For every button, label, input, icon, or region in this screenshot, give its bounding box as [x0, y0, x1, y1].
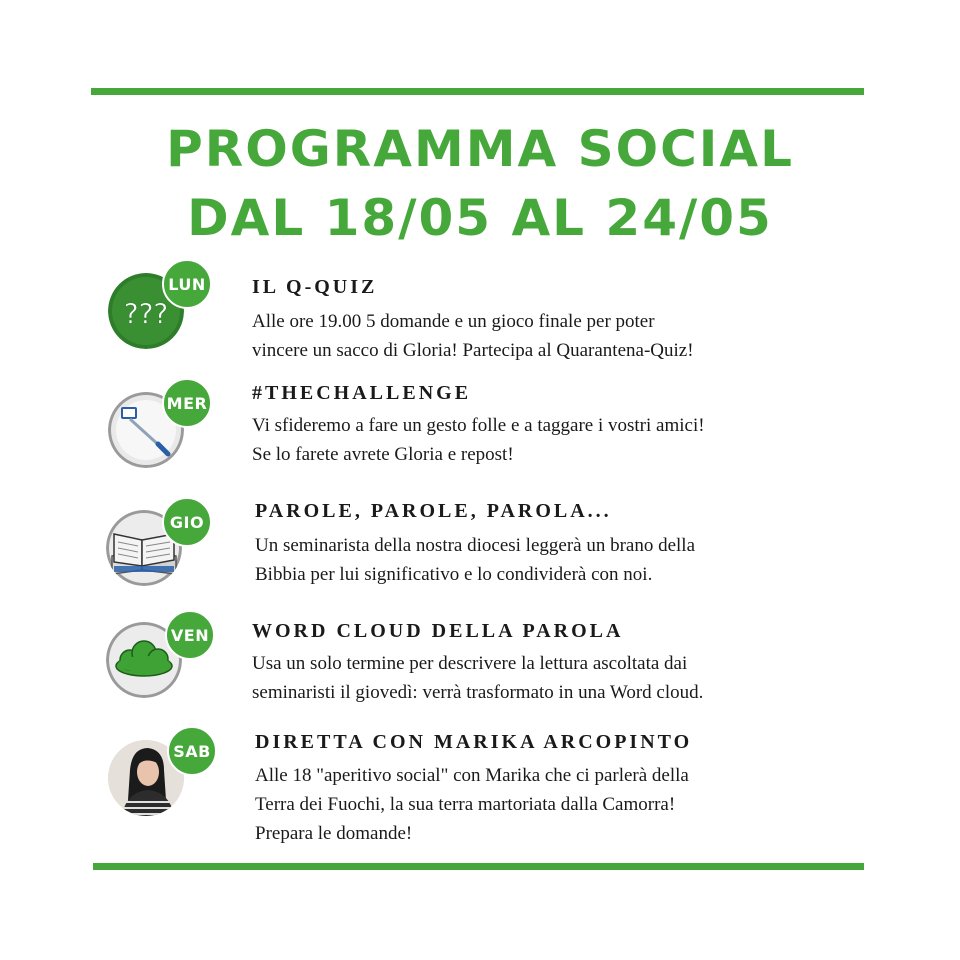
item-text-line: seminaristi il giovedì: verrà trasformato in una Word cloud. — [252, 682, 704, 703]
item-title-mer: #THECHALLENGE — [252, 382, 472, 404]
item-title-ven: WORD CLOUD DELLA PAROLA — [252, 620, 624, 642]
item-text-sab — [255, 761, 689, 848]
item-text-line: vincere un sacco di Gloria! Partecipa al Quarantena-Quiz! — [252, 340, 694, 361]
item-text-line: Alle 18 "aperitivo social" con Marika che ci parlerà della — [255, 765, 689, 786]
item-text-line: Prepara le domande! — [255, 823, 413, 844]
item-text-ven — [252, 649, 703, 707]
item-title-lun: IL Q-QUIZ — [252, 276, 378, 298]
item-title-sab: DIRETTA CON MARIKA ARCOPINTO — [255, 731, 693, 753]
item-text-line: Alle ore 19.00 5 domande e un gioco finale per poter — [252, 311, 655, 332]
day-badge-sab: SAB — [167, 726, 217, 776]
day-badge-ven: VEN — [165, 610, 215, 660]
bottom-divider — [93, 863, 864, 870]
item-text-gio — [255, 531, 695, 589]
day-badge-lun: LUN — [162, 259, 212, 309]
item-text-line: Un seminarista della nostra diocesi leggerà un brano della — [255, 535, 696, 556]
item-text-mer — [252, 411, 705, 469]
item-text-line: Bibbia per lui significativo e lo condividerà con noi. — [255, 564, 653, 585]
top-divider — [91, 88, 864, 95]
page-title-line2: DAL 18/05 AL 24/05 — [187, 189, 773, 247]
item-text-lun — [252, 307, 694, 365]
page-title-line1: PROGRAMMA SOCIAL — [166, 120, 794, 178]
day-badge-mer: MER — [162, 378, 212, 428]
item-text-line: Usa un solo termine per descrivere la lettura ascoltata dai — [252, 653, 688, 674]
item-text-line: Vi sfideremo a fare un gesto folle e a taggare i vostri amici! — [252, 415, 705, 436]
day-badge-gio: GIO — [162, 497, 212, 547]
item-text-line: Se lo farete avrete Gloria e repost! — [252, 444, 514, 465]
item-text-line: Terra dei Fuochi, la sua terra martoriata dalla Camorra! — [255, 794, 676, 815]
svg-text:???: ??? — [123, 297, 169, 330]
item-title-gio: PAROLE, PAROLE, PAROLA... — [255, 500, 612, 522]
